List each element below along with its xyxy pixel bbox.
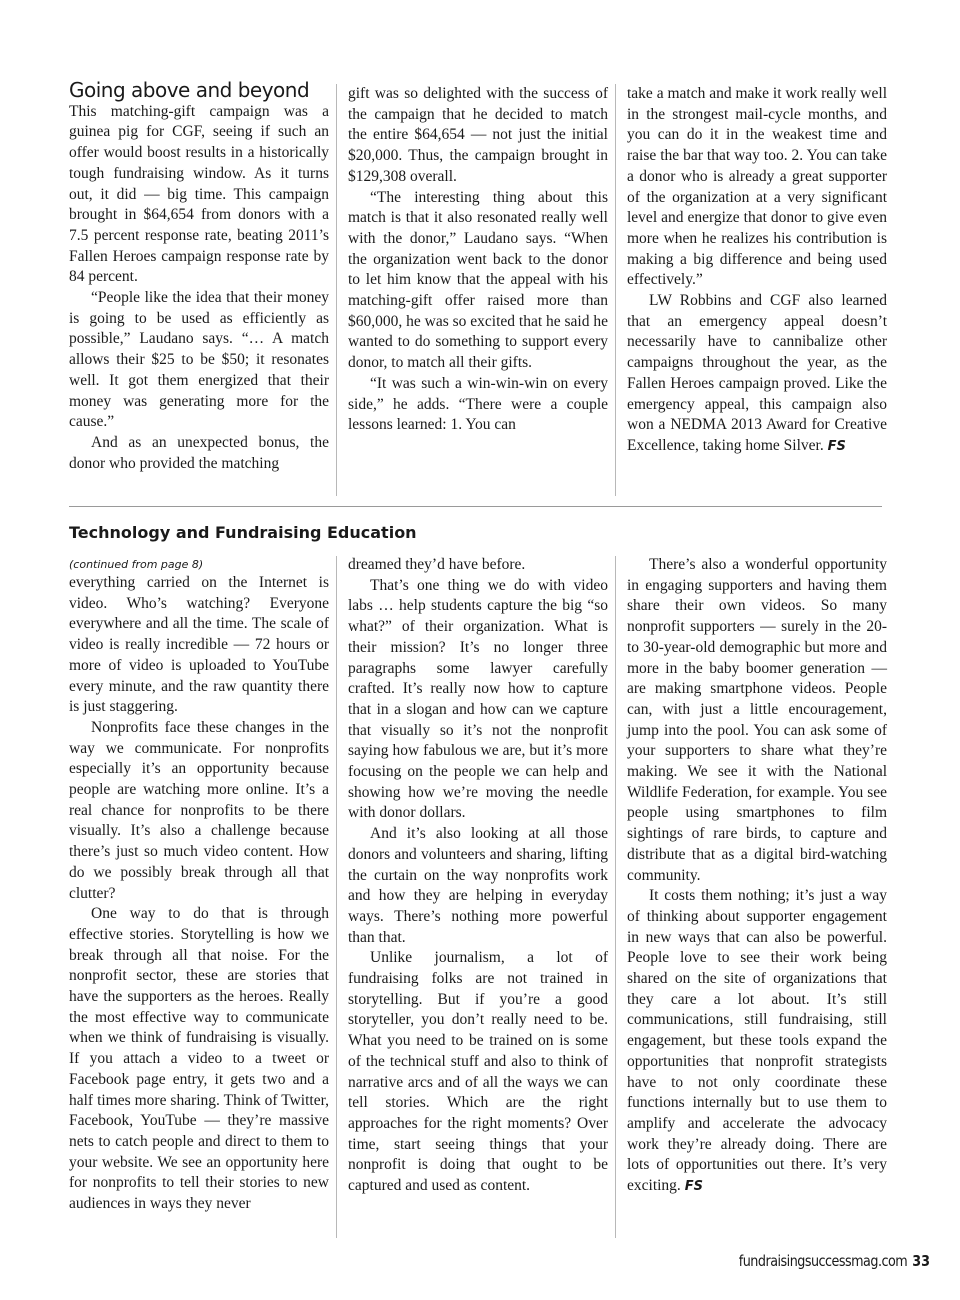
section-title: Technology and Fundraising Education — [69, 523, 417, 542]
top-column-2 — [348, 84, 608, 436]
paragraph: dreamed they’d have before. — [348, 556, 526, 573]
paragraph — [627, 291, 887, 458]
bottom-column-3 — [627, 555, 887, 1198]
paragraph: One way to do that is through effective stories. Storytelling is how we break through all that noise. For the nonprofit sector, these are stories that have the supporters as the heroes. Really the most effective way to communicate when we think of fundraising is visually. If you attach a video to a tweet or Facebook page entry, it gets two and a half times more sharing. Think of Twitter, Facebook, YouTube — they’re massive nets to catch people and direct to them to your website. We see an opportunity here for nonprofits to tell their stories to new audiences in ways they never — [69, 905, 329, 1213]
paragraph: take a match and make it work really well in the strongest mail-cycle months, and you can do it in the weakest time and raise the bar that way too. 2. You can take a donor who is already a great supporter of the organization at a very significant level and energize that donor to give even more when he realizes his contribution is making a big difference and being used effectively.” — [627, 85, 887, 289]
bottom-column-2 — [348, 555, 608, 1197]
paragraph-text: It costs them nothing; it’s just a way of thinking about supporter engagement in new ways that can also be powerful. People love to see their work being shared on the site of organizations that they care a lot about. It’s still communications, still fundraising, still engagement, but these tools expand the opportunities that nonprofit strategists have to not only coordinate these functions internally but to use them to amplify and accelerate the advocacy work they’re already doing. There are lots of opportunities out there. It’s very exciting. — [627, 887, 887, 1195]
end-mark: FS — [827, 438, 846, 454]
paragraph — [627, 886, 887, 1198]
paragraph: This matching-gift campaign was a guinea pig for CGF, seeing if such an offer would boost results in a historically tough fundraising window. As it turns out, it did — big time. This campaign brought in $64,654 from donors with a 7.5 percent response rate, beating 2011’s Fallen Heroes campaign response rate by 84 percent. — [69, 102, 329, 286]
top-column-3 — [627, 84, 887, 458]
paragraph: Nonprofits face these changes in the way we communicate. For nonprofits especially it’s an opportunity because people are watching more online. It’s a real chance for nonprofits to be there visually. It’s also a challenge because there’s just so much video content. How do we possibly break through all that clutter? — [69, 718, 329, 902]
continued-note: (continued from page 8) — [69, 558, 204, 571]
paragraph: There’s also a wonderful opportunity in engaging supporters and having them share their own videos. So many nonprofit supporters — surely in the 20- to 30-year-old demographic but more and more in the baby boomer generation — are making smartphone videos. People can, with just a little encouragement, jump into the pool. You can ask some of your supporters to share what they’re making. We see it with the National Wildlife Federation, for example. You see people using smartphones to film sightings of rare birds, to capture and distribute that as a digital bird-watching community. — [627, 556, 887, 884]
paragraph: That’s one thing we do with video labs … help students capture the big “so what?” of their organization. What is their mission? It’s no longer three paragraphs some lawyer carefully crafted. It’s really now how to capture that in a slogan and how can we capture that visually so it’s not the nonprofit saying how fabulous we are, but it’s more focusing on the people we can help and showing how we’re moving the needle with donor dollars. — [348, 576, 608, 822]
column-rule — [336, 84, 337, 496]
paragraph: And as an unexpected bonus, the donor who provided the matching — [69, 433, 329, 472]
column-rule — [615, 84, 616, 496]
column-rule — [336, 556, 337, 1238]
paragraph: Unlike journalism, a lot of fundraising folks are not trained in storytelling. But if you’re a good storyteller, you don’t really need to be. What you need to be trained on is some of the technical stuff and also to think of narrative arcs and of all the ways we can tell stories. Which are the right approaches for the right moments? Over time, start seeing things that your nonprofit is doing that ought to be captured and used as content. — [348, 949, 608, 1195]
paragraph: “It was such a win-win-win on every side,” he adds. “There were a couple lessons learned: 1. You can — [348, 374, 608, 434]
paragraph: gift was so delighted with the success of the campaign that he decided to match the entire $64,654 — not just the initial $20,000. Thus, the campaign brought in $129,308 overall. — [348, 85, 608, 185]
paragraph: And it’s also looking at all those donors and volunteers and sharing, lifting the curtain on the way nonprofits work and how they are helping in everyday ways. There’s nothing more powerful than that. — [348, 825, 608, 946]
paragraph-text: LW Robbins and CGF also learned that an emergency appeal doesn’t necessarily have to cannibalize other campaigns throughout the year, as the Fallen Heroes campaign proved. Like the emergency appeal, this campaign also won a NEDMA 2013 Award for Creative Excellence, taking home Silver. — [627, 292, 887, 454]
section-divider — [69, 506, 882, 507]
paragraph: “The interesting thing about this match is that it also resonated really well with the donor,” Laudano says. “When the organization went back to the donor to let him know that the appeal with his matching-gift offer raised more than $60,000, he was so excited that he said he wanted to do something to support every donor, to match all their gifts. — [348, 188, 608, 372]
paragraph: everything carried on the Internet is video. Who’s watching? Everyone everywhere and all the time. The scale of video is really incredible — 72 hours or more of video is uploaded to YouTube every minute, and the raw quantity there is just staggering. — [69, 574, 329, 716]
page-footer — [739, 1252, 930, 1270]
bottom-column-1 — [69, 557, 329, 1215]
top-column-1 — [69, 80, 329, 474]
column-rule — [615, 556, 616, 1238]
paragraph: “People like the idea that their money is going to be used as efficiently as possible,” Laudano says. “… A match allows their $25 to be $50; it resonates well. It got them energized that their money was generating more for the cause.” — [69, 289, 329, 431]
footer-site: fundraisingsuccessmag.com — [738, 1252, 908, 1270]
page-number: 33 — [912, 1252, 930, 1270]
end-mark: FS — [684, 1179, 703, 1195]
section-heading: Going above and beyond — [69, 78, 310, 102]
